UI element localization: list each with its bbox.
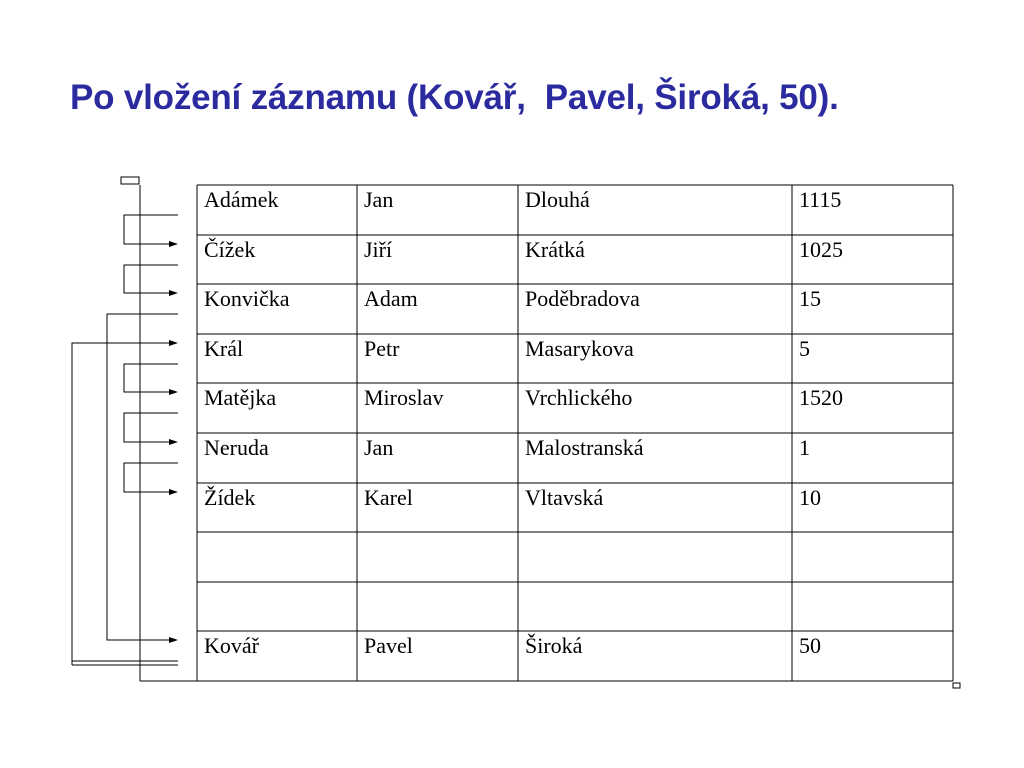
cell-text: Vltavská <box>525 485 604 510</box>
cell-text: 50 <box>799 633 821 658</box>
corner-mark <box>121 177 139 184</box>
cell-text: Neruda <box>204 435 269 460</box>
cell-text: Vrchlického <box>525 385 633 410</box>
arrowhead <box>169 340 178 346</box>
table-cells <box>204 187 843 658</box>
pointer-links <box>72 215 178 665</box>
cell-text: Konvička <box>204 286 290 311</box>
cell-text: Kovář <box>204 633 259 658</box>
cell-text: Malostranská <box>525 435 644 460</box>
pointer-link <box>124 265 178 293</box>
cell-text: Masarykova <box>525 336 634 361</box>
pointer-link <box>124 413 178 442</box>
cell-text: Dlouhá <box>525 187 590 212</box>
pointer-link <box>124 364 178 392</box>
cell-text: Pavel <box>364 633 413 658</box>
cell-text: Jiří <box>364 237 393 262</box>
cell-text: Poděbradova <box>525 286 640 311</box>
cell-text: 1025 <box>799 237 843 262</box>
cell-text: 1 <box>799 435 810 460</box>
cell-text: Adam <box>364 286 418 311</box>
cell-text: 5 <box>799 336 810 361</box>
arrowhead <box>169 637 178 643</box>
cell-text: Široká <box>525 633 583 658</box>
cell-text: Petr <box>364 336 400 361</box>
cell-text: Krátká <box>525 237 585 262</box>
arrowhead <box>169 489 178 495</box>
pointer-link <box>124 463 178 492</box>
cell-text: 10 <box>799 485 821 510</box>
cell-text: Miroslav <box>364 385 444 410</box>
pointer-link <box>107 314 178 640</box>
cell-text: Karel <box>364 485 413 510</box>
arrowhead <box>169 241 178 247</box>
cell-text: Jan <box>364 187 394 212</box>
pointer-link <box>124 215 178 244</box>
cell-text: Matějka <box>204 385 277 410</box>
corner-mark <box>953 683 960 688</box>
arrowhead <box>169 439 178 445</box>
arrowhead <box>169 290 178 296</box>
slide-title: Po vložení záznamu (Kovář, Pavel, Široká, 50). <box>70 78 839 117</box>
cell-text: Adámek <box>204 187 279 212</box>
pointer-link <box>72 343 178 661</box>
cell-text: 15 <box>799 286 821 311</box>
cell-text: Čížek <box>204 237 256 262</box>
cell-text: Král <box>204 336 244 361</box>
cell-text: 1520 <box>799 385 843 410</box>
cell-text: 1115 <box>799 187 842 212</box>
cell-text: Žídek <box>204 485 256 510</box>
cell-text: Jan <box>364 435 394 460</box>
arrowhead <box>169 389 178 395</box>
